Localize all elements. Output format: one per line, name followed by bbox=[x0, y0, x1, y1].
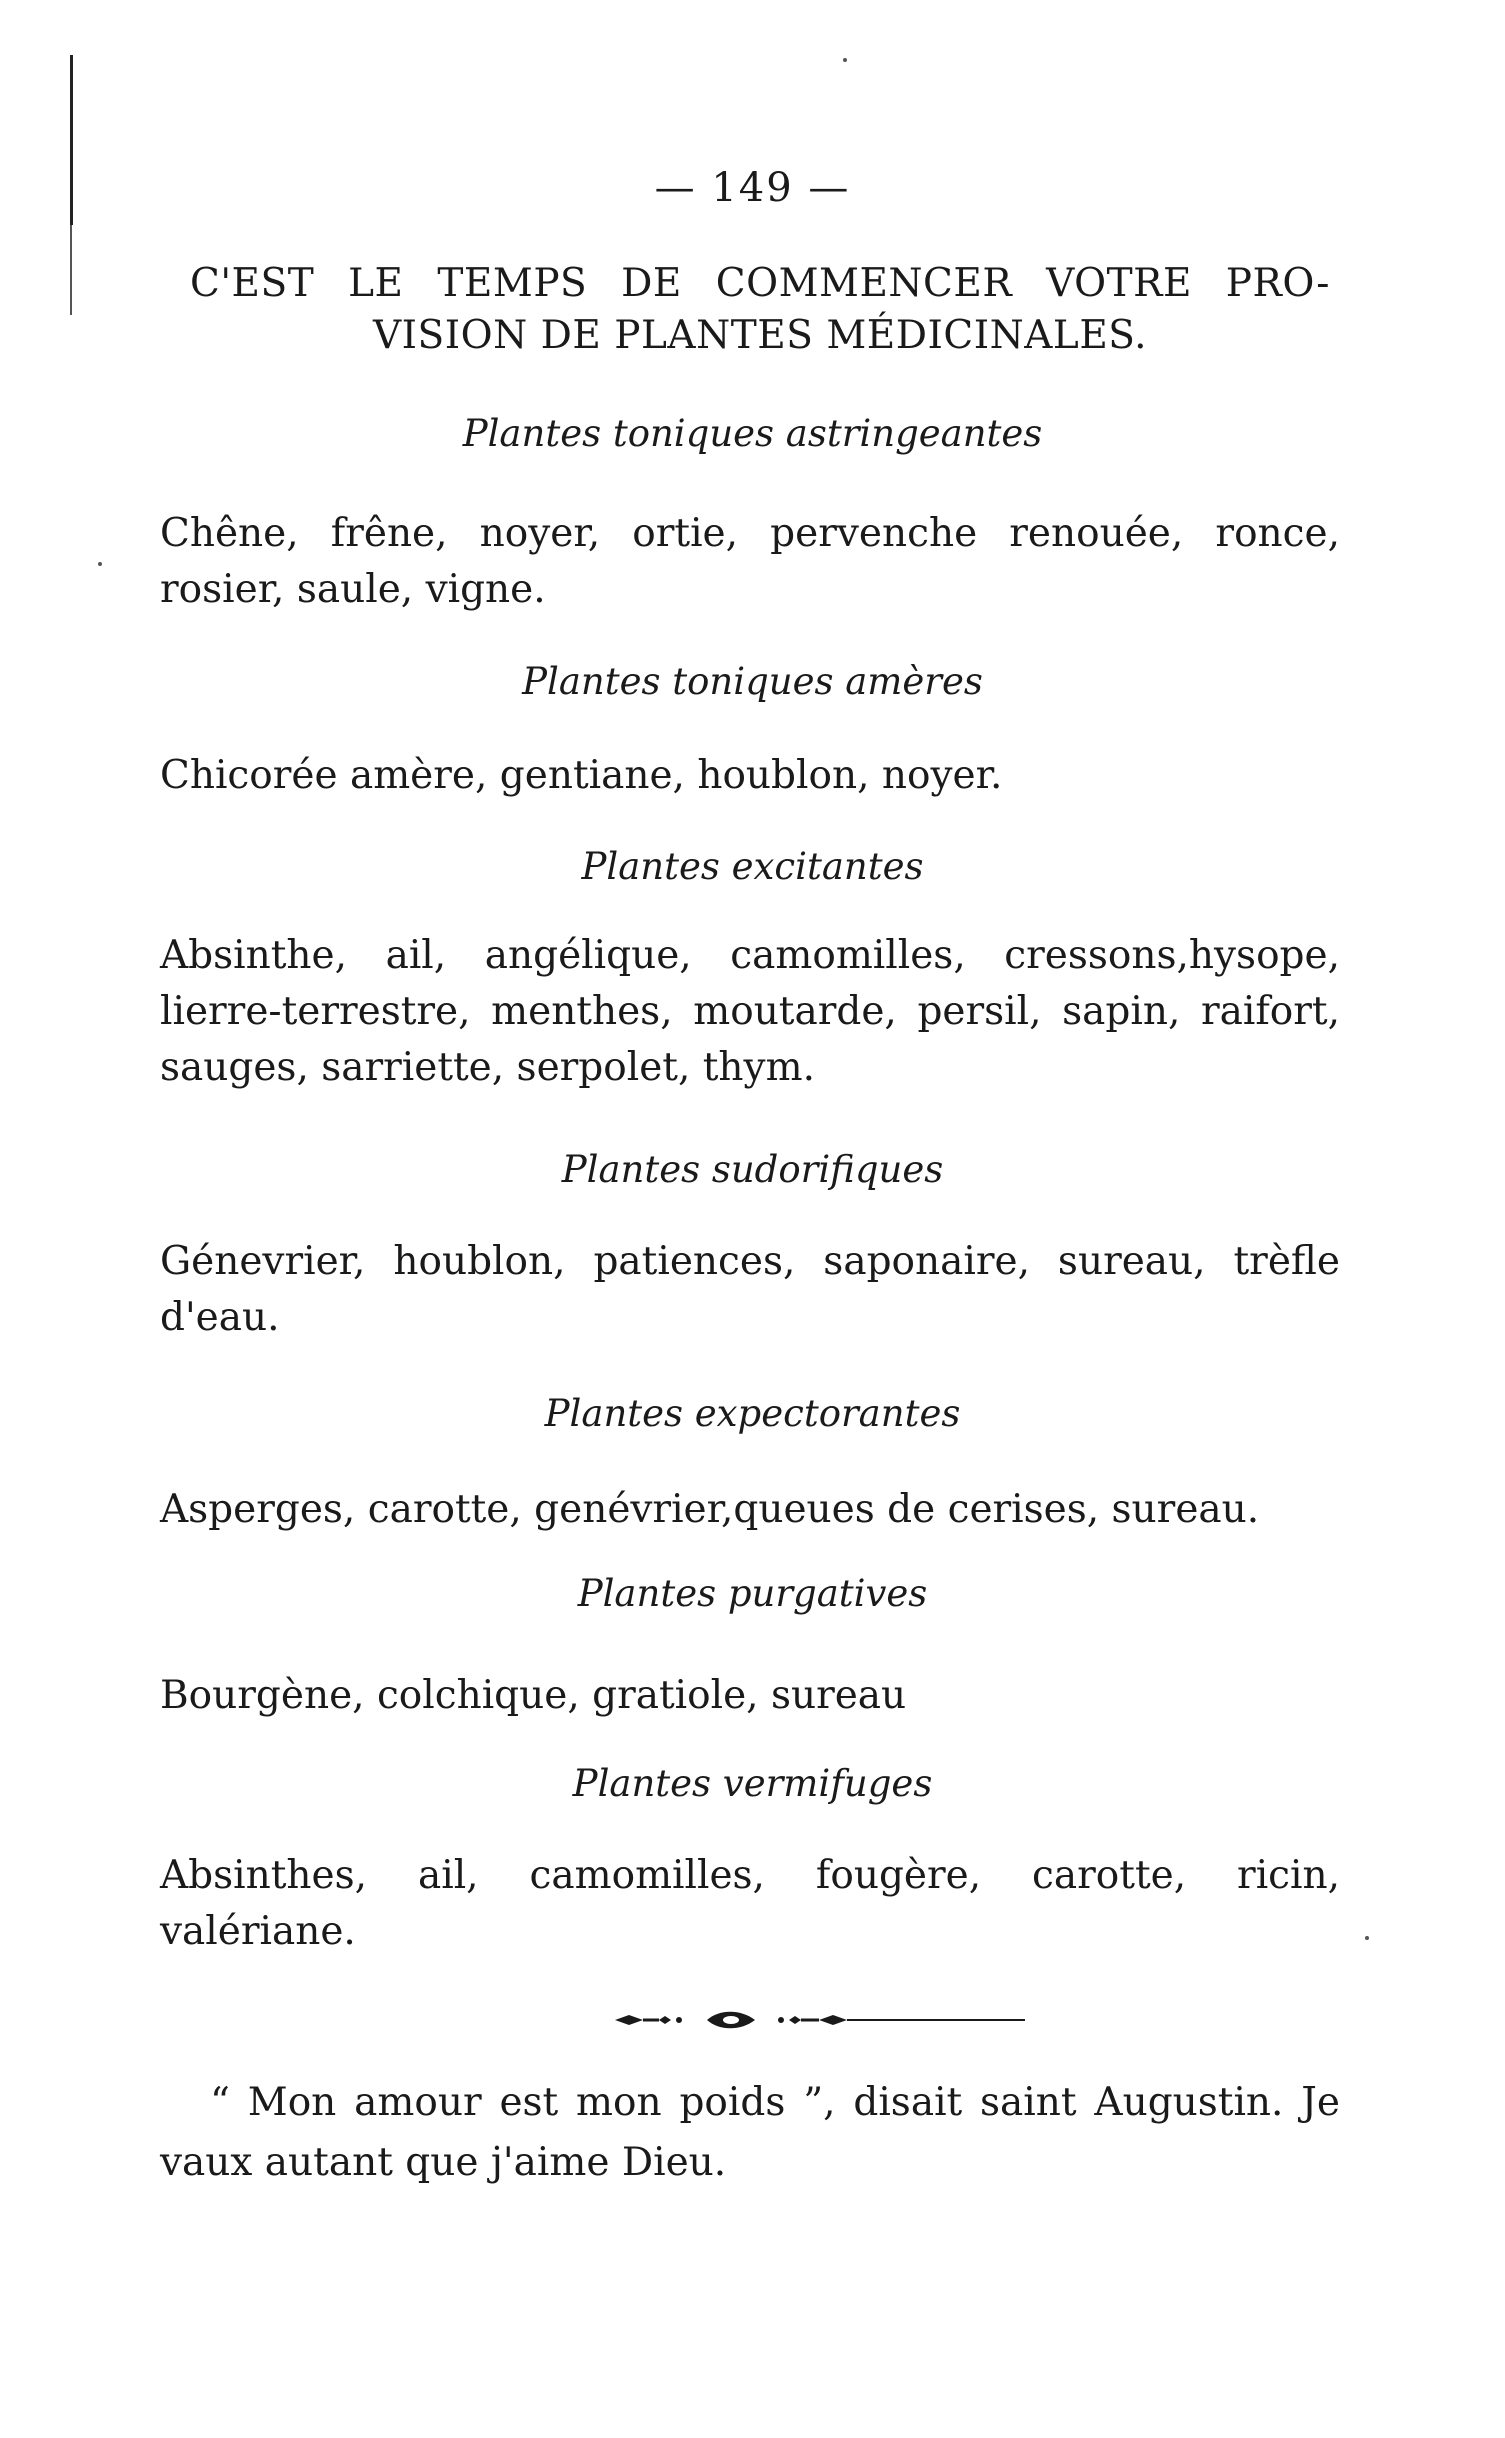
section-body-expectorantes: Asperges, carotte, genévrier,queues de cerises, sureau. bbox=[160, 1487, 1260, 1532]
section-body-toniques-ameres: Chicorée amère, gentiane, houblon, noyer. bbox=[160, 753, 1003, 798]
ornament-divider bbox=[615, 2005, 1025, 2035]
scan-speck bbox=[843, 58, 847, 62]
section-heading-excitantes: Plantes excitantes bbox=[581, 845, 924, 888]
section-body-vermifuges: Absinthes, ail, camomilles, fougère, carotte, ricin, valériane. bbox=[160, 1853, 1340, 1954]
page-title-line-1: C'EST LE TEMPS DE COMMENCER VOTRE PRO- bbox=[190, 261, 1330, 306]
page-title-line-2: VISION DE PLANTES MÉDICINALES. bbox=[372, 313, 1148, 358]
section-body-toniques-astringeantes: Chêne, frêne, noyer, ortie, pervenche renouée, ronce, rosier, saule, vigne. bbox=[160, 511, 1340, 612]
section-heading-purgatives: Plantes purgatives bbox=[577, 1572, 928, 1615]
margin-scan-line-faint bbox=[70, 225, 72, 315]
section-heading-expectorantes: Plantes expectorantes bbox=[544, 1392, 961, 1435]
section-body-sudorifiques: Génevrier, houblon, patiences, saponaire, sureau, trèfle d'eau. bbox=[160, 1239, 1340, 1340]
section-body-excitantes: Absinthe, ail, angélique, camomilles, cressons,hysope, lierre-terrestre, menthes, moutarde, persil, sapin, raifort, sauges, sarriette, serpolet, thym. bbox=[160, 933, 1340, 1090]
scan-speck bbox=[98, 562, 102, 566]
section-heading-toniques-astringeantes: Plantes toniques astringeantes bbox=[462, 412, 1043, 455]
scan-speck bbox=[1365, 1936, 1369, 1940]
page-title bbox=[190, 258, 1330, 362]
page-number: — 149 — bbox=[654, 165, 851, 211]
section-heading-vermifuges: Plantes vermifuges bbox=[572, 1762, 933, 1805]
section-body-purgatives: Bourgène, colchique, gratiole, sureau bbox=[160, 1673, 907, 1718]
section-heading-toniques-ameres: Plantes toniques amères bbox=[522, 660, 983, 703]
closing-quote: “ Mon amour est mon poids ”, disait saint Augustin. Je vaux autant que j'aime Dieu. bbox=[160, 2080, 1340, 2185]
section-heading-sudorifiques: Plantes sudorifiques bbox=[561, 1148, 944, 1191]
